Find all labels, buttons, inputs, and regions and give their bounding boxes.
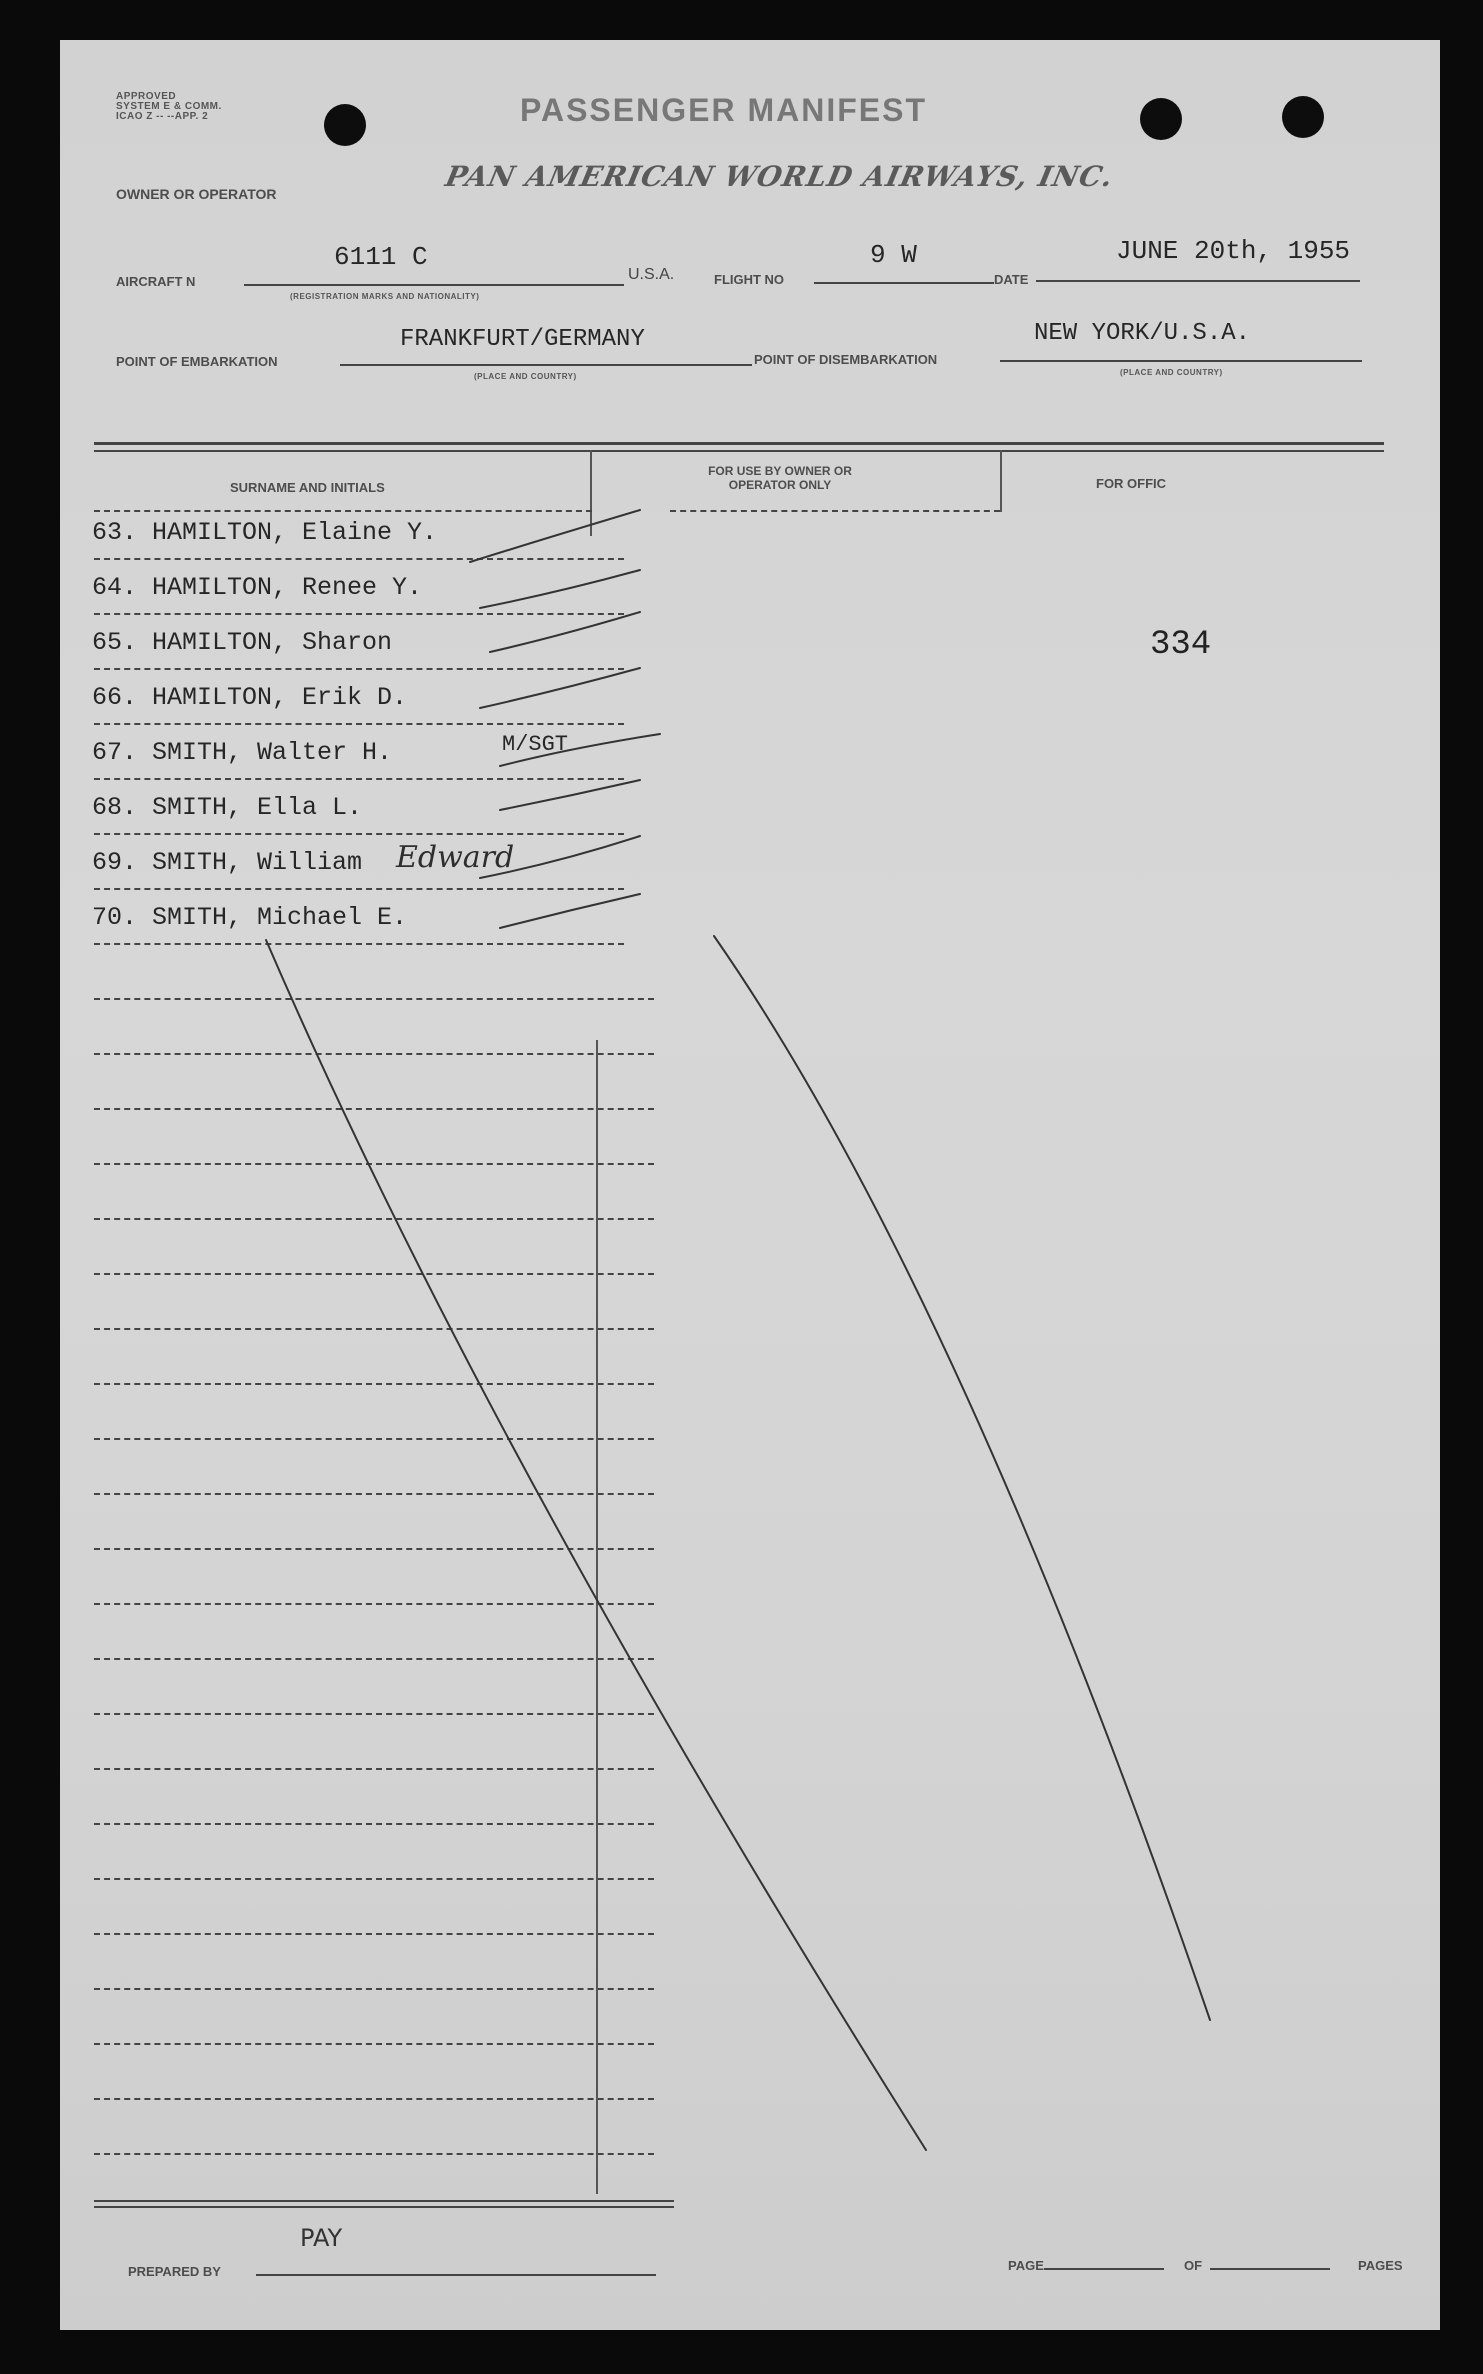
passenger-row: 68. SMITH, Ella L. xyxy=(92,793,363,822)
manifest-sheet xyxy=(60,40,1440,2330)
passenger-note: M/SGT xyxy=(502,732,569,757)
embark-sub: (PLACE AND COUNTRY) xyxy=(474,372,577,381)
approval-line: ICAO Z -- --APP. 2 xyxy=(116,111,209,122)
flight-label: FLIGHT NO xyxy=(714,272,785,287)
ink-check-mark xyxy=(480,836,640,878)
passenger-row: 70. SMITH, Michael E. xyxy=(92,903,408,932)
ink-marks xyxy=(60,40,1440,2330)
owner-label: OWNER OR OPERATOR xyxy=(116,186,277,202)
flight-value: 9 W xyxy=(870,240,917,270)
embark-value: FRANKFURT/GERMANY xyxy=(400,326,645,353)
ink-check-mark xyxy=(480,570,640,608)
ink-check-mark xyxy=(470,510,640,562)
handwritten-middle-name: Edward xyxy=(396,840,515,875)
passenger-row: 64. HAMILTON, Renee Y. xyxy=(92,573,423,602)
passenger-row: 69. SMITH, William xyxy=(92,848,363,877)
disembark-value: NEW YORK/U.S.A. xyxy=(1034,320,1251,347)
owner-value: PAN AMERICAN WORLD AIRWAYS, INC. xyxy=(442,160,1117,193)
passenger-row: 65. HAMILTON, Sharon xyxy=(92,628,393,657)
office-count: 334 xyxy=(1150,626,1212,664)
date-label: DATE xyxy=(994,272,1029,287)
disembark-label: POINT OF DISEMBARKATION xyxy=(754,352,938,367)
aircraft-label: AIRCRAFT N xyxy=(116,274,196,289)
ink-check-mark xyxy=(500,780,640,810)
form-title: PASSENGER MANIFEST xyxy=(520,92,927,128)
of-label: OF xyxy=(1184,2258,1203,2273)
ink-check-mark xyxy=(500,894,640,928)
passenger-row: 63. HAMILTON, Elaine Y. xyxy=(92,518,438,547)
pages-label: PAGES xyxy=(1358,2258,1403,2273)
ink-slash-right xyxy=(714,936,1210,2020)
ink-check-mark xyxy=(480,668,640,708)
page-label: PAGE xyxy=(1008,2258,1044,2273)
approval-line: SYSTEM E & COMM. xyxy=(116,101,222,112)
embark-label: POINT OF EMBARKATION xyxy=(116,354,278,369)
prepared-by-label: PREPARED BY xyxy=(128,2264,221,2279)
passenger-row: 66. HAMILTON, Erik D. xyxy=(92,683,408,712)
column-header-office: FOR OFFIC xyxy=(1096,476,1167,491)
prepared-by-value: PAY xyxy=(300,2224,343,2252)
aircraft-value: 6111 C xyxy=(334,242,428,272)
column-header-surname: SURNAME AND INITIALS xyxy=(230,480,385,495)
ink-slash-left xyxy=(266,940,926,2150)
date-value: JUNE 20th, 1955 xyxy=(1116,236,1351,266)
aircraft-sub: (REGISTRATION MARKS AND NATIONALITY) xyxy=(290,292,480,301)
approval-line: APPROVED xyxy=(116,91,177,102)
column-header-owner-use: FOR USE BY OWNER OR OPERATOR ONLY xyxy=(708,464,852,492)
ink-check-mark xyxy=(490,612,640,652)
disembark-sub: (PLACE AND COUNTRY) xyxy=(1120,368,1223,377)
nationality: U.S.A. xyxy=(628,266,675,283)
passenger-row: 67. SMITH, Walter H. xyxy=(92,738,393,767)
ink-check-mark xyxy=(500,734,660,766)
